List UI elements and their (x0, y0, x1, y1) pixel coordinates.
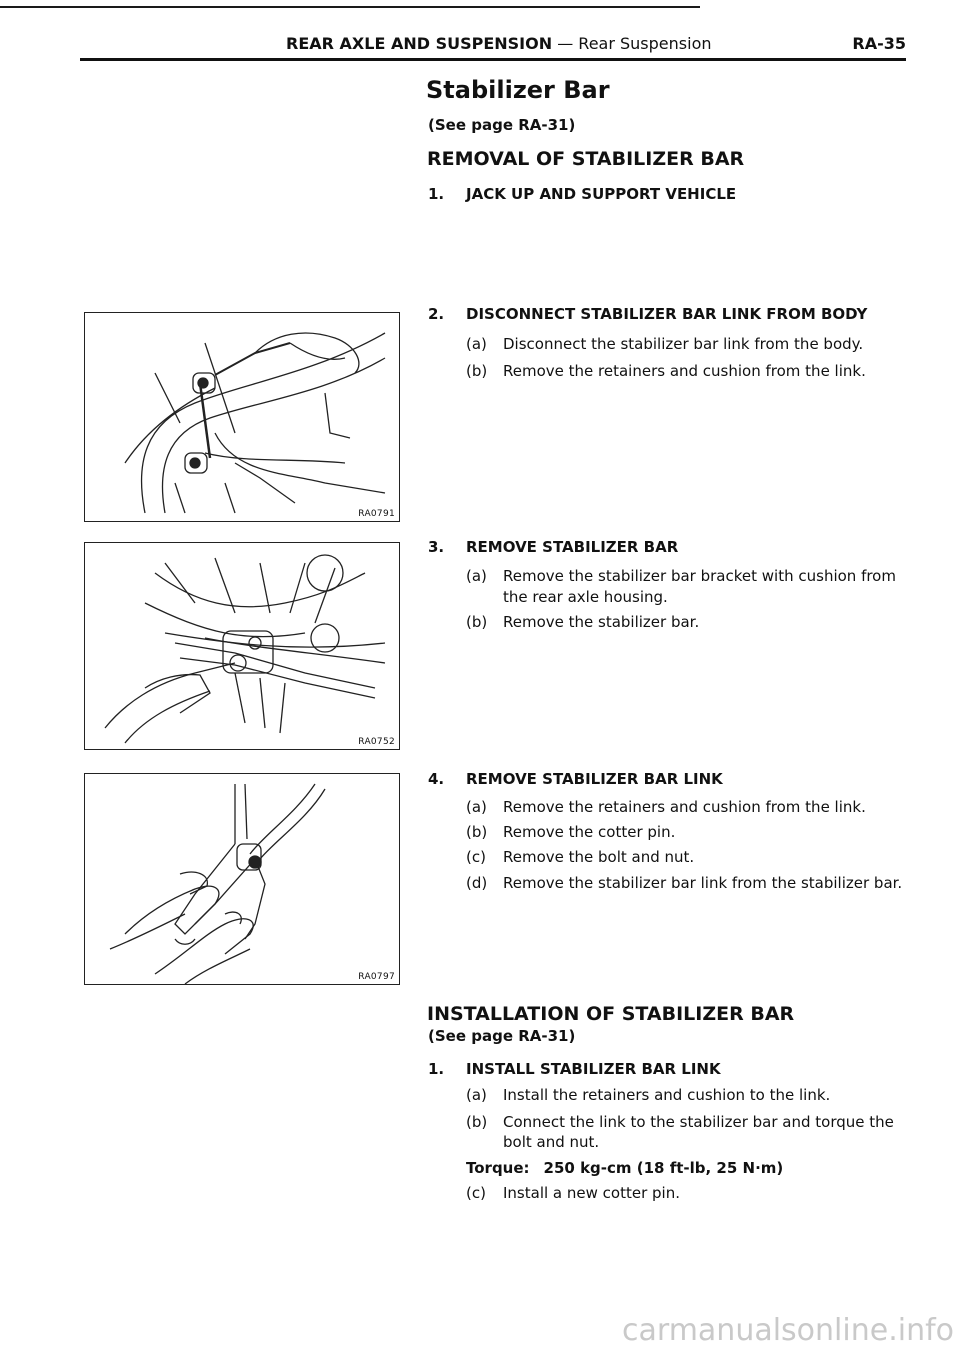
installation-step-1c: (c) Install a new cotter pin. (466, 1184, 680, 1202)
remove-bracket-illustration-icon (85, 543, 400, 750)
figure-code: RA0797 (358, 972, 395, 982)
installation-see-page-ref: (See page RA-31) (428, 1027, 576, 1045)
removal-step-2b: (b) Remove the retainers and cushion from the link. (466, 362, 866, 380)
removal-step-3: 3. REMOVE STABILIZER BAR (428, 538, 679, 556)
page-header (80, 34, 906, 60)
installation-step-1: 1. INSTALL STABILIZER BAR LINK (428, 1060, 721, 1078)
installation-step-1b: (b) Connect the link to the stabilizer bar and torque the (466, 1113, 894, 1131)
header-title: REAR AXLE AND SUSPENSION — Rear Suspension (286, 34, 712, 53)
disconnect-link-illustration-icon (85, 313, 400, 522)
removal-heading: REMOVAL OF STABILIZER BAR (427, 148, 745, 170)
removal-step-4c: (c) Remove the bolt and nut. (466, 848, 695, 866)
removal-step-1: 1. JACK UP AND SUPPORT VEHICLE (428, 185, 737, 203)
watermark: carmanualsonline.info (622, 1313, 954, 1348)
figure-code: RA0791 (358, 509, 395, 519)
page-number: RA-35 (852, 34, 906, 53)
installation-heading: INSTALLATION OF STABILIZER BAR (427, 1003, 795, 1025)
removal-step-4b: (b) Remove the cotter pin. (466, 823, 676, 841)
removal-step-3a: (a) Remove the stabilizer bar bracket with cushion from (466, 567, 896, 585)
removal-step-3b: (b) Remove the stabilizer bar. (466, 613, 700, 631)
removal-step-2: 2. DISCONNECT STABILIZER BAR LINK FROM BODY (428, 305, 868, 323)
removal-step-2a: (a) Disconnect the stabilizer bar link from the body. (466, 335, 864, 353)
figure-code: RA0752 (358, 737, 395, 747)
installation-step-1b-cont: bolt and nut. (503, 1133, 600, 1151)
removal-step-4: 4. REMOVE STABILIZER BAR LINK (428, 770, 723, 788)
header-rule (80, 58, 906, 61)
figure-remove-link (84, 773, 400, 985)
removal-step-3a-cont: the rear axle housing. (503, 588, 668, 606)
figure-disconnect-link (84, 312, 400, 522)
top-edge-line (0, 6, 700, 8)
torque-spec: Torque: 250 kg-cm (18 ft-lb, 25 N·m) (466, 1159, 784, 1177)
see-page-ref: (See page RA-31) (428, 116, 576, 134)
installation-step-1a: (a) Install the retainers and cushion to the link. (466, 1086, 831, 1104)
figure-remove-bracket (84, 542, 400, 750)
remove-link-illustration-icon (85, 774, 400, 985)
removal-step-4a: (a) Remove the retainers and cushion from the link. (466, 798, 866, 816)
section-title: Stabilizer Bar (426, 76, 610, 104)
removal-step-4d: (d) Remove the stabilizer bar link from the stabilizer bar. (466, 874, 903, 892)
